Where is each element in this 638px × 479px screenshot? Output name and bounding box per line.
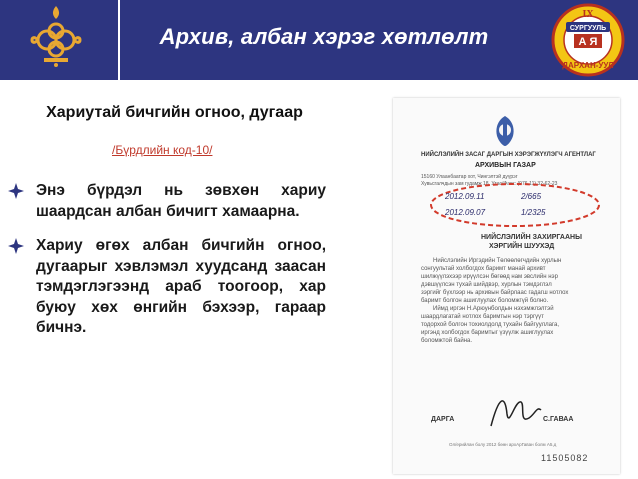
list-item	[2, 181, 326, 222]
doc-body-line: шаардлагатай нотлох баримтын нэр тэргүүт	[421, 314, 544, 320]
doc-org-line: НИЙСЛЭЛИЙН ЗАСАГ ДАРГЫН ХЭРЭГЖҮҮЛЭГЧ АГЕНТЛАГ	[421, 152, 596, 158]
section-code-note: /Бүрдлийн код-10/	[112, 143, 213, 157]
school-badge-logo	[540, 2, 636, 78]
doc-recipient-line: НИЙСЛЭЛИЙН ЗАХИРГААНЫ	[481, 234, 582, 241]
doc-date-2: 2012.09.07	[445, 208, 486, 217]
doc-body-line: дэвшүүлсэн тухай шийдвэр, хурлын тэмдэглэл	[421, 282, 552, 288]
doc-date-1: 2012.09.11	[445, 192, 485, 201]
doc-body-line: Иймд иргэн Н.Арюунболдын нэхэмжлэлтэй	[433, 306, 554, 312]
bullet-text: Энэ бүрдэл нь зөвхөн хариу шаардсан албан бичигт хамаарна.	[36, 182, 326, 220]
badge-top-text: IX	[582, 9, 594, 20]
list-item	[2, 236, 326, 339]
bullet-list	[2, 181, 326, 353]
doc-archive-name: АРХИВЫН ГАЗАР	[475, 162, 536, 169]
doc-signer-title: ДАРГА	[431, 416, 455, 423]
red-circle-annotation	[427, 180, 603, 230]
doc-body-line: сонгуультай холбогдох баримт манай архивт	[421, 266, 546, 272]
doc-body-line: баримт болгон ашиглуулах боломжгүй болно.	[421, 298, 549, 304]
doc-number-2: 1/2325	[521, 208, 546, 217]
doc-body-line: боломжтой байна.	[421, 338, 473, 344]
mongolian-emblem-logo	[6, 2, 110, 78]
bullet-text: Хариу өгөх албан бичгийн огноо, дугаарыг хэвлэмэл хуудсанд заасан тэмдэглэгээнд араб тоогоор, хар буюу хөх өнгийн бэхээр, гараар бичнэ.	[36, 237, 326, 336]
badge-middle-text: СУРГУУЛЬ	[569, 25, 607, 32]
doc-address-line: Хувьсгалчдын зам гудамж 18, Утас/Факс: (976-11) 32-62-23	[421, 181, 558, 187]
doc-footer-line: Ол/ерийлан болу 2012 бөөн архАрГаван болм А5.д	[449, 442, 557, 447]
diamond-bullet-icon	[8, 238, 24, 254]
signature-icon	[485, 390, 545, 434]
diamond-bullet-icon	[8, 183, 24, 199]
badge-letters: А Я	[578, 36, 598, 48]
scanned-document-image	[393, 98, 620, 474]
doc-body-line: иргэнд холбогдох баримтыг үзүүлж ашиглуулах	[421, 330, 554, 336]
doc-body-line: шилжүүлэхээр ирүүлсэн бөгөөд нам эвслийн нэр	[421, 274, 558, 280]
doc-signer-name: С.ГАВАА	[543, 416, 574, 423]
doc-body-line: тодорхой болгон тохиолдолд тухайн байгууллага,	[421, 322, 560, 328]
header-divider	[118, 0, 120, 80]
doc-body-line: Нийслэлийн Иргэдийн Төлөөлөгчдийн хурлын	[433, 258, 562, 264]
coat-of-arms-icon	[489, 114, 521, 148]
header-bar	[0, 0, 638, 80]
section-title: Хариутай бичгийн огноо, дугаар	[46, 104, 303, 121]
doc-stamp-number: 11505082	[541, 453, 589, 463]
badge-bottom-text: ДАРХАН-УУЛ	[562, 61, 614, 70]
doc-number-1: 2/665	[521, 192, 542, 201]
doc-body-line: зэргийг бүхлээр нь архивын байрлаас гадагш нотлох	[421, 290, 569, 296]
page-title: Архив, албан хэрэг хөтлөлт	[159, 24, 489, 49]
doc-address-line: 15160 Улаанбаатар хот, Чингэлтэй дүүрэг	[421, 174, 518, 180]
doc-recipient-line: ХЭРГИЙН ШУУХЭД	[489, 243, 555, 250]
